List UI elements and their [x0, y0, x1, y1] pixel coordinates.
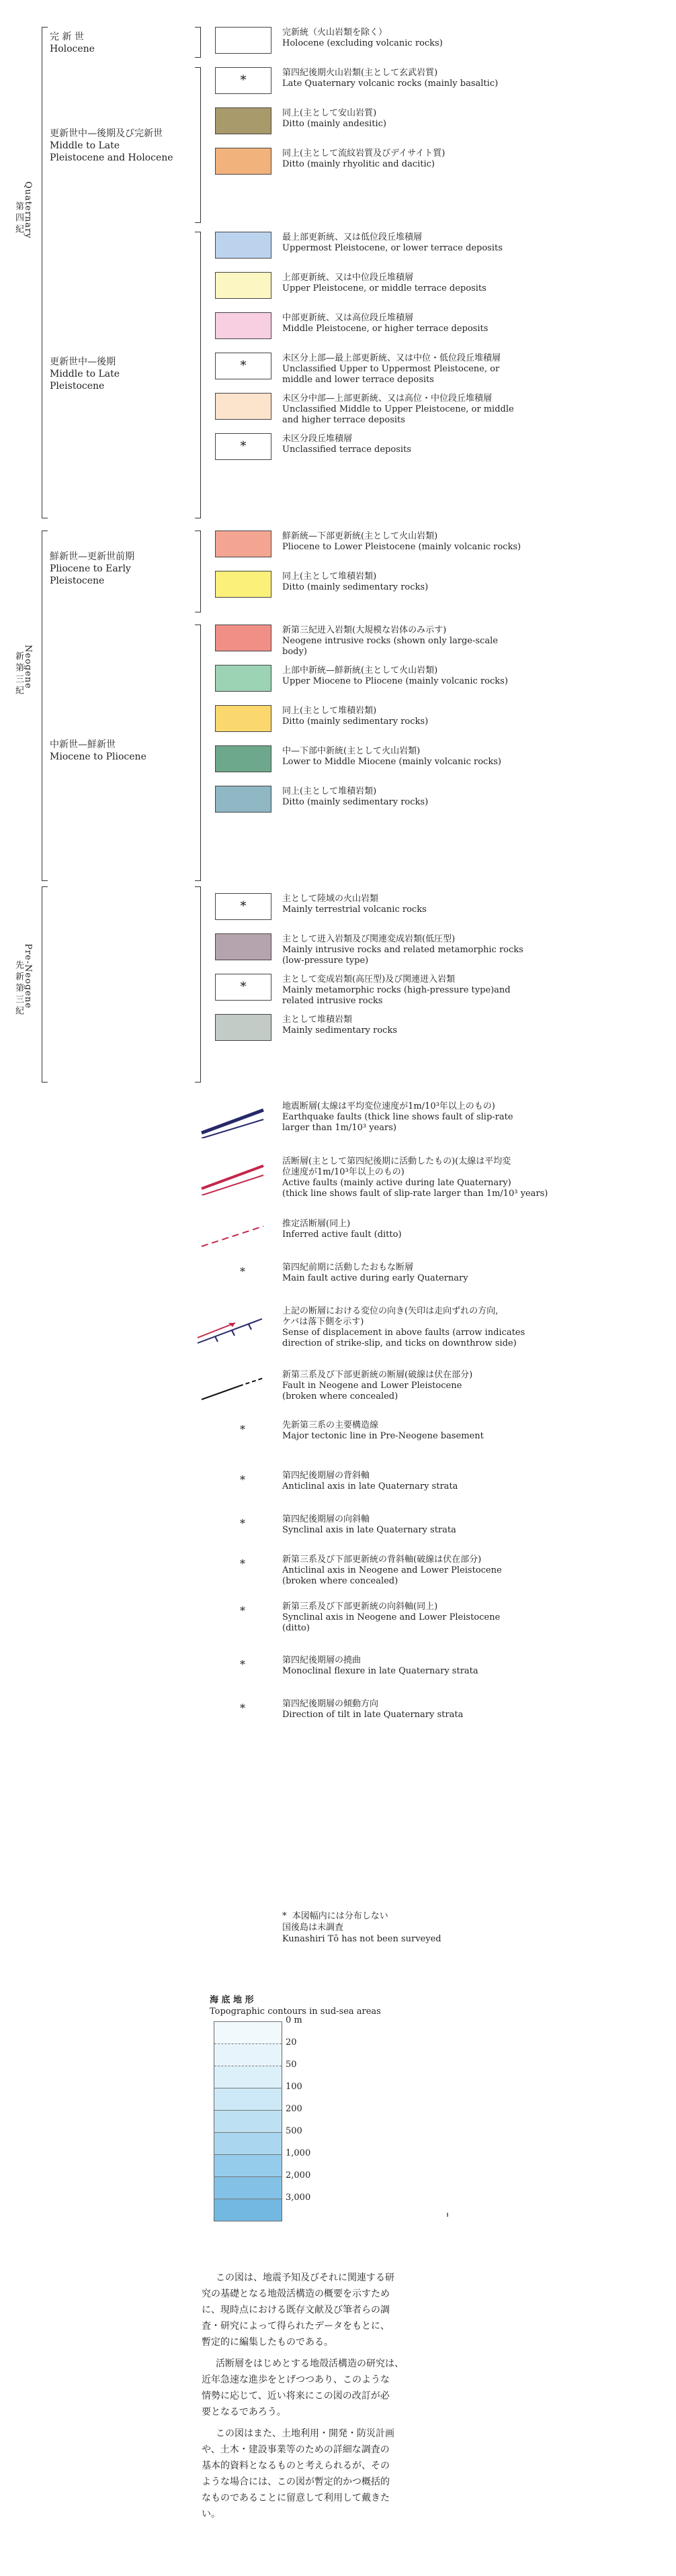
contour-band — [214, 2066, 282, 2088]
symbol-label-en: Monoclinal flexure in late Quaternary strata — [282, 1666, 478, 1676]
legend-label-en: Upper Pleistocene, or middle terrace deposits — [282, 283, 487, 293]
legend-swatch — [215, 353, 271, 379]
contour-depth-label: 2,000 — [286, 2170, 311, 2180]
symbol-label-en: Active faults (mainly active during late Quaternary) — [282, 1178, 511, 1188]
legend-label — [282, 148, 445, 170]
symbol-label-en: (ditto) — [282, 1623, 310, 1633]
legend-label — [282, 746, 501, 768]
symbol-label-jp: 新第三系及び下部更新統の断層(破線は伏在部分) — [282, 1370, 473, 1380]
legend-swatch — [215, 705, 271, 732]
paragraph-line: 要となるであろう。 — [202, 2407, 286, 2418]
legend-swatch — [215, 107, 271, 134]
symbol-label — [282, 1262, 468, 1284]
contour-band — [214, 2132, 282, 2154]
paragraph-line: この図は、地震予知及びそれに関連する研 — [216, 2272, 394, 2283]
legend-swatch — [215, 745, 271, 772]
explanation-paragraph — [202, 2270, 464, 2350]
symbol-label-en: Synclinal axis in late Quaternary strata — [282, 1525, 456, 1535]
legend-label-jp: 主として堆積岩類 — [282, 1015, 353, 1025]
not-present-star: * — [240, 980, 247, 994]
symbol-label — [282, 1101, 513, 1134]
legend-swatch — [215, 531, 271, 557]
symbol-label-jp: 第四紀後期層の撓曲 — [282, 1655, 362, 1665]
symbol-label — [282, 1219, 402, 1240]
contour-band — [214, 2199, 282, 2221]
legend-label-en: Middle Pleistocene, or higher terrace deposits — [282, 324, 489, 334]
legend-swatch — [215, 893, 271, 920]
contour-depth-label: 50 — [286, 2060, 297, 2070]
contour-band — [214, 2110, 282, 2132]
legend-label-jp: 未区分段丘堆積層 — [282, 434, 353, 444]
symbol-label-jp: 第四紀後期層の背斜軸 — [282, 1471, 370, 1481]
legend-label — [282, 974, 511, 1007]
symbol-label-jp: 位速度が1m/10³年以上のもの) — [282, 1167, 405, 1177]
era-bracket-3 — [195, 232, 201, 518]
legend-label-en: Mainly intrusive rocks and related metamorphic rocks — [282, 945, 523, 955]
symbol-label-en: (broken where concealed) — [282, 1391, 398, 1401]
symbol-label-en: direction of strike-slip, and ticks on downthrow side) — [282, 1338, 517, 1348]
preneogene-label-en: Pre-Neogene — [23, 944, 33, 1009]
legend-label — [282, 665, 508, 687]
symbol-label — [282, 1655, 478, 1677]
legend-label-jp: 上部更新統、又は中位段丘堆積層 — [282, 273, 414, 283]
legend-swatch — [215, 665, 271, 692]
legend-label-en: Ditto (mainly sedimentary rocks) — [282, 717, 429, 727]
symbol-star: * — [240, 1604, 245, 1617]
legend-label-jp: 上部中新統—鮮新統(主として火山岩類) — [282, 665, 438, 676]
legend-label-jp: 未区分中部—上部更新統、又は高位・中位段丘堆積層 — [282, 394, 493, 404]
legend-label — [282, 394, 514, 426]
paragraph-line: この図はまた、土地利用・開発・防災計画 — [216, 2428, 394, 2439]
symbol-label — [282, 1602, 500, 1634]
legend-label — [282, 625, 498, 657]
legend-label-en: Ditto (mainly andesitic) — [282, 119, 387, 129]
symbol-label-jp: 新第三系及び下部更新統の背斜軸(破線は伏在部分) — [282, 1555, 482, 1565]
not-present-star: * — [240, 73, 247, 87]
symbol-label — [282, 1514, 456, 1536]
inferred-active-fault-symbol — [199, 1222, 266, 1249]
symbol-label — [282, 1555, 502, 1587]
legend-label-jp: 完新統（火山岩類を除く） — [282, 28, 388, 38]
explanation-paragraphs — [202, 2270, 464, 2522]
symbol-star: * — [240, 1423, 245, 1436]
earthquake-fault-symbol — [199, 1105, 266, 1138]
legend-label-jp: 同上(主として安山岩質) — [282, 108, 377, 118]
era-holocene: 完 新 世 Holocene — [50, 32, 95, 54]
paragraph-line: に、現時点における既存文献及び筆者らの調 — [202, 2305, 390, 2315]
legend-label-jp: 鮮新統—下部更新統(主として火山岩類) — [282, 531, 438, 541]
paragraph-line: 査・研究によって得られたデータをもとに、 — [202, 2321, 390, 2332]
legend-swatch — [215, 148, 271, 175]
legend-label — [282, 531, 521, 553]
legend-label — [282, 706, 428, 727]
era-bracket-6 — [195, 886, 201, 1083]
legend-label-jp: 中部更新統、又は高位段丘堆積層 — [282, 313, 414, 323]
symbol-label-en: Synclinal axis in Neogene and Lower Pleistocene — [282, 1612, 501, 1622]
preneogene-label-jp: 先新第三紀 — [13, 960, 24, 1017]
legend-label — [282, 28, 443, 49]
symbol-star: * — [240, 1517, 245, 1530]
legend-label-en: middle and lower terrace deposits — [282, 375, 434, 385]
not-present-star: * — [240, 439, 247, 453]
contour-depth-label: 100 — [286, 2082, 302, 2092]
contour-band — [214, 2154, 282, 2176]
legend-label-en: Ditto (mainly rhyolitic and dacitic) — [282, 159, 435, 169]
symbol-label — [282, 1699, 463, 1720]
legend-swatch — [215, 232, 271, 259]
displacement-sense-symbol — [195, 1309, 269, 1350]
legend-label-en: Unclassified terrace deposits — [282, 445, 411, 455]
paragraph-line: い。 — [202, 2509, 220, 2520]
contour-mark — [447, 2213, 448, 2217]
contour-depth-label: 500 — [286, 2126, 302, 2136]
symbol-label-en: (thick line shows fault of slip-rate larger than 1m/10³ years) — [282, 1189, 548, 1199]
era-middle-late-pleistocene-holocene: 更新世中—後期及び完新世 Middle to Late Pleistocene and Holocene — [50, 128, 173, 163]
symbol-label-jp: 新第三系及び下部更新統の向斜軸(同上) — [282, 1602, 438, 1612]
symbol-label — [282, 1156, 548, 1199]
legend-label-en: Ditto (mainly sedimentary rocks) — [282, 797, 429, 807]
symbol-label-en: Main fault active during early Quaternary — [282, 1273, 468, 1283]
symbol-label-en: Major tectonic line in Pre-Neogene basement — [282, 1431, 484, 1441]
contour-depth-label: 200 — [286, 2104, 302, 2114]
quaternary-label-jp: 第四紀 — [13, 201, 24, 236]
symbol-label — [282, 1370, 472, 1402]
note-block: * 本図幅内には分布しない 国後島は未調査 Kunashiri Tō has not been surveyed — [282, 1911, 441, 1944]
paragraph-line: 究の基礎となる地殻活構造の概要を示すため — [202, 2289, 390, 2299]
symbol-label-en: Anticlinal axis in Neogene and Lower Pleistocene — [282, 1565, 502, 1575]
legend-label-jp: 主として迸入岩類及び関連変成岩類(低圧型) — [282, 934, 456, 944]
legend-label-en: Lower to Middle Miocene (mainly volcanic rocks) — [282, 757, 501, 767]
symbol-label-en: Inferred active fault (ditto) — [282, 1230, 402, 1240]
contour-band — [214, 2021, 282, 2043]
contour-scale — [214, 2021, 282, 2221]
legend-label-jp: 主として陸域の火山岩類 — [282, 894, 379, 904]
quaternary-label-en: Quaternary — [23, 181, 33, 239]
legend-swatch — [215, 67, 271, 94]
legend-label-jp: 第四紀後期火山岩類(主として玄武岩質) — [282, 68, 438, 78]
contour-depth-label: 3,000 — [286, 2193, 311, 2203]
symbol-label-en: Fault in Neogene and Lower Pleistocene — [282, 1381, 462, 1391]
contour-depth-label: 20 — [286, 2037, 297, 2048]
era-bracket-5 — [195, 625, 201, 881]
contour-depth-label: 0 m — [286, 2015, 302, 2025]
legend-swatch — [215, 625, 271, 651]
preneogene-bracket — [42, 886, 48, 1083]
paragraph-line: ような場合には、この図が暫定的かつ概括的 — [202, 2477, 390, 2487]
legend-swatch — [215, 272, 271, 299]
neogene-fault-symbol — [199, 1377, 266, 1404]
legend-label — [282, 894, 427, 915]
symbol-label-en: Earthquake faults (thick line shows fault of slip-rate — [282, 1112, 513, 1122]
symbol-label — [282, 1306, 525, 1349]
legend-label-en: Upper Miocene to Pliocene (mainly volcanic rocks) — [282, 676, 508, 686]
paragraph-line: 基本的資料となるものと考えられるが、その — [202, 2460, 390, 2471]
explanation-paragraph — [202, 2356, 464, 2420]
active-fault-symbol — [199, 1162, 266, 1195]
symbol-label — [282, 1471, 458, 1492]
legend-swatch — [215, 433, 271, 460]
symbol-label-jp: 先新第三系の主要構造線 — [282, 1420, 379, 1430]
symbol-label-en: (broken where concealed) — [282, 1576, 398, 1586]
era-middle-late-pleistocene: 更新世中—後期 Middle to Late Pleistocene — [50, 357, 120, 392]
symbol-star: * — [240, 1265, 245, 1278]
symbol-label-jp: 第四紀前期に活動したおもな断層 — [282, 1262, 414, 1273]
legend-label-en: body) — [282, 647, 307, 657]
legend-label — [282, 68, 498, 89]
legend-label-en: Mainly sedimentary rocks — [282, 1025, 397, 1036]
legend-label-en: Ditto (mainly sedimentary rocks) — [282, 582, 429, 592]
symbol-label-jp: 上記の断層における変位の向き(矢印は走向ずれの方向, — [282, 1306, 499, 1316]
symbol-label-en: larger than 1m/10³ years) — [282, 1123, 396, 1133]
legend-label — [282, 1015, 397, 1036]
paragraph-line: 暫定的に編集したものである。 — [202, 2337, 333, 2348]
symbol-label-jp: 地震断層(太線は平均変位速度が1m/10³年以上のもの) — [282, 1101, 495, 1111]
legend-label-en: Holocene (excluding volcanic rocks) — [282, 38, 443, 48]
symbol-label-en: Sense of displacement in above faults (arrow indicates — [282, 1328, 525, 1338]
legend-label-en: (low-pressure type) — [282, 956, 369, 966]
legend-label — [282, 108, 386, 130]
era-bracket-4 — [195, 531, 201, 612]
era-miocene-pliocene: 中新世—鮮新世 Miocene to Pliocene — [50, 739, 146, 762]
symbol-label-jp: 第四紀後期層の傾動方向 — [282, 1699, 379, 1709]
legend-label-jp: 同上(主として堆積岩類) — [282, 706, 377, 716]
paragraph-line: 情勢に応じて、近い将来にこの図の改訂が必 — [202, 2391, 390, 2401]
contour-depth-label: 1,000 — [286, 2148, 311, 2158]
era-bracket-2 — [195, 67, 201, 223]
legend-label-jp: 主として変成岩類(高圧型)及び関連迸入岩類 — [282, 974, 456, 984]
era-bracket-1 — [195, 27, 201, 58]
legend-label — [282, 313, 488, 334]
legend-label-en: Neogene intrusive rocks (shown only large-scale — [282, 636, 498, 646]
neogene-label-jp: 新第三紀 — [13, 651, 24, 697]
legend-label-jp: 中—下部中新統(主として火山岩類) — [282, 746, 421, 756]
quaternary-bracket — [42, 27, 48, 518]
legend-label-jp: 同上(主として流紋岩質及びデイサイト質) — [282, 148, 446, 158]
legend-label — [282, 434, 411, 455]
legend-label-jp: 未区分上部—最上部更新統、又は中位・低位段丘堆積層 — [282, 353, 501, 363]
symbol-label-jp: ケバは落下側を示す) — [282, 1317, 364, 1327]
not-present-star: * — [240, 899, 247, 913]
legend-swatch — [215, 393, 271, 420]
legend-swatch — [215, 571, 271, 598]
legend-label — [282, 232, 503, 254]
symbol-star: * — [240, 1658, 245, 1671]
neogene-label-en: Neogene — [23, 645, 33, 689]
symbol-label-jp: 推定活断層(同上) — [282, 1219, 351, 1229]
paragraph-line: や、土木・建設事業等のための詳細な調査の — [202, 2444, 390, 2455]
legend-label-en: Uppermost Pleistocene, or lower terrace deposits — [282, 243, 503, 253]
contour-band — [214, 2043, 282, 2066]
legend-label — [282, 571, 428, 593]
legend-swatch — [215, 933, 271, 960]
legend-label-en: Unclassified Upper to Uppermost Pleistocene, or — [282, 364, 500, 374]
paragraph-line: なものであることに留意して利用して戴きた — [202, 2493, 390, 2503]
symbol-label-jp: 第四紀後期層の向斜軸 — [282, 1514, 370, 1524]
explanation-paragraph — [202, 2426, 464, 2522]
symbol-star: * — [240, 1557, 245, 1570]
legend-label-en: Unclassified Middle to Upper Pleistocene, or middle — [282, 404, 514, 414]
legend-label — [282, 273, 487, 294]
contour-title: 海 底 地 形 Topographic contours in sud-sea areas — [210, 1995, 381, 2017]
legend-swatch — [215, 974, 271, 1001]
symbol-label — [282, 1420, 484, 1442]
legend-label-en: Mainly metamorphic rocks (high-pressure type)and — [282, 985, 511, 995]
legend-label-jp: 新第三紀迸入岩類(大規模な岩体のみ示す) — [282, 625, 447, 635]
legend-swatch — [215, 27, 271, 54]
paragraph-line: 活断層をはじめとする地殻活構造の研究は、 — [216, 2358, 404, 2369]
era-pliocene-early-pleistocene: 鮮新世—更新世前期 Pliocene to Early Pleistocene — [50, 551, 134, 586]
contour-band — [214, 2088, 282, 2110]
legend-swatch — [215, 1014, 271, 1041]
legend-label-jp: 同上(主として堆積岩類) — [282, 571, 377, 582]
symbol-label-jp: 活断層(主として第四紀後期に活動したもの)(太線は平均変 — [282, 1156, 511, 1166]
legend-label — [282, 934, 523, 966]
legend-label-en: Pliocene to Lower Pleistocene (mainly volcanic rocks) — [282, 542, 521, 552]
symbol-star: * — [240, 1473, 245, 1486]
legend-label-en: Mainly terrestrial volcanic rocks — [282, 905, 427, 915]
contour-band — [214, 2176, 282, 2199]
symbol-star: * — [240, 1702, 245, 1714]
legend-swatch — [215, 312, 271, 339]
legend-label — [282, 786, 428, 808]
legend-label-en: related intrusive rocks — [282, 996, 383, 1006]
legend-label-jp: 最上部更新統、又は低位段丘堆積層 — [282, 232, 423, 242]
legend-label-en: Late Quaternary volcanic rocks (mainly basaltic) — [282, 79, 499, 89]
legend-label-en: and higher terrace deposits — [282, 415, 405, 425]
symbol-label-en: Anticlinal axis in late Quaternary strata — [282, 1481, 458, 1491]
legend-label — [282, 353, 501, 385]
not-present-star: * — [240, 359, 247, 373]
symbol-label-en: Direction of tilt in late Quaternary strata — [282, 1710, 464, 1720]
legend-swatch — [215, 786, 271, 813]
paragraph-line: 近年急速な進歩をとげつつあり、このような — [202, 2375, 390, 2385]
legend-label-jp: 同上(主として堆積岩類) — [282, 786, 377, 796]
neogene-bracket — [42, 531, 48, 881]
